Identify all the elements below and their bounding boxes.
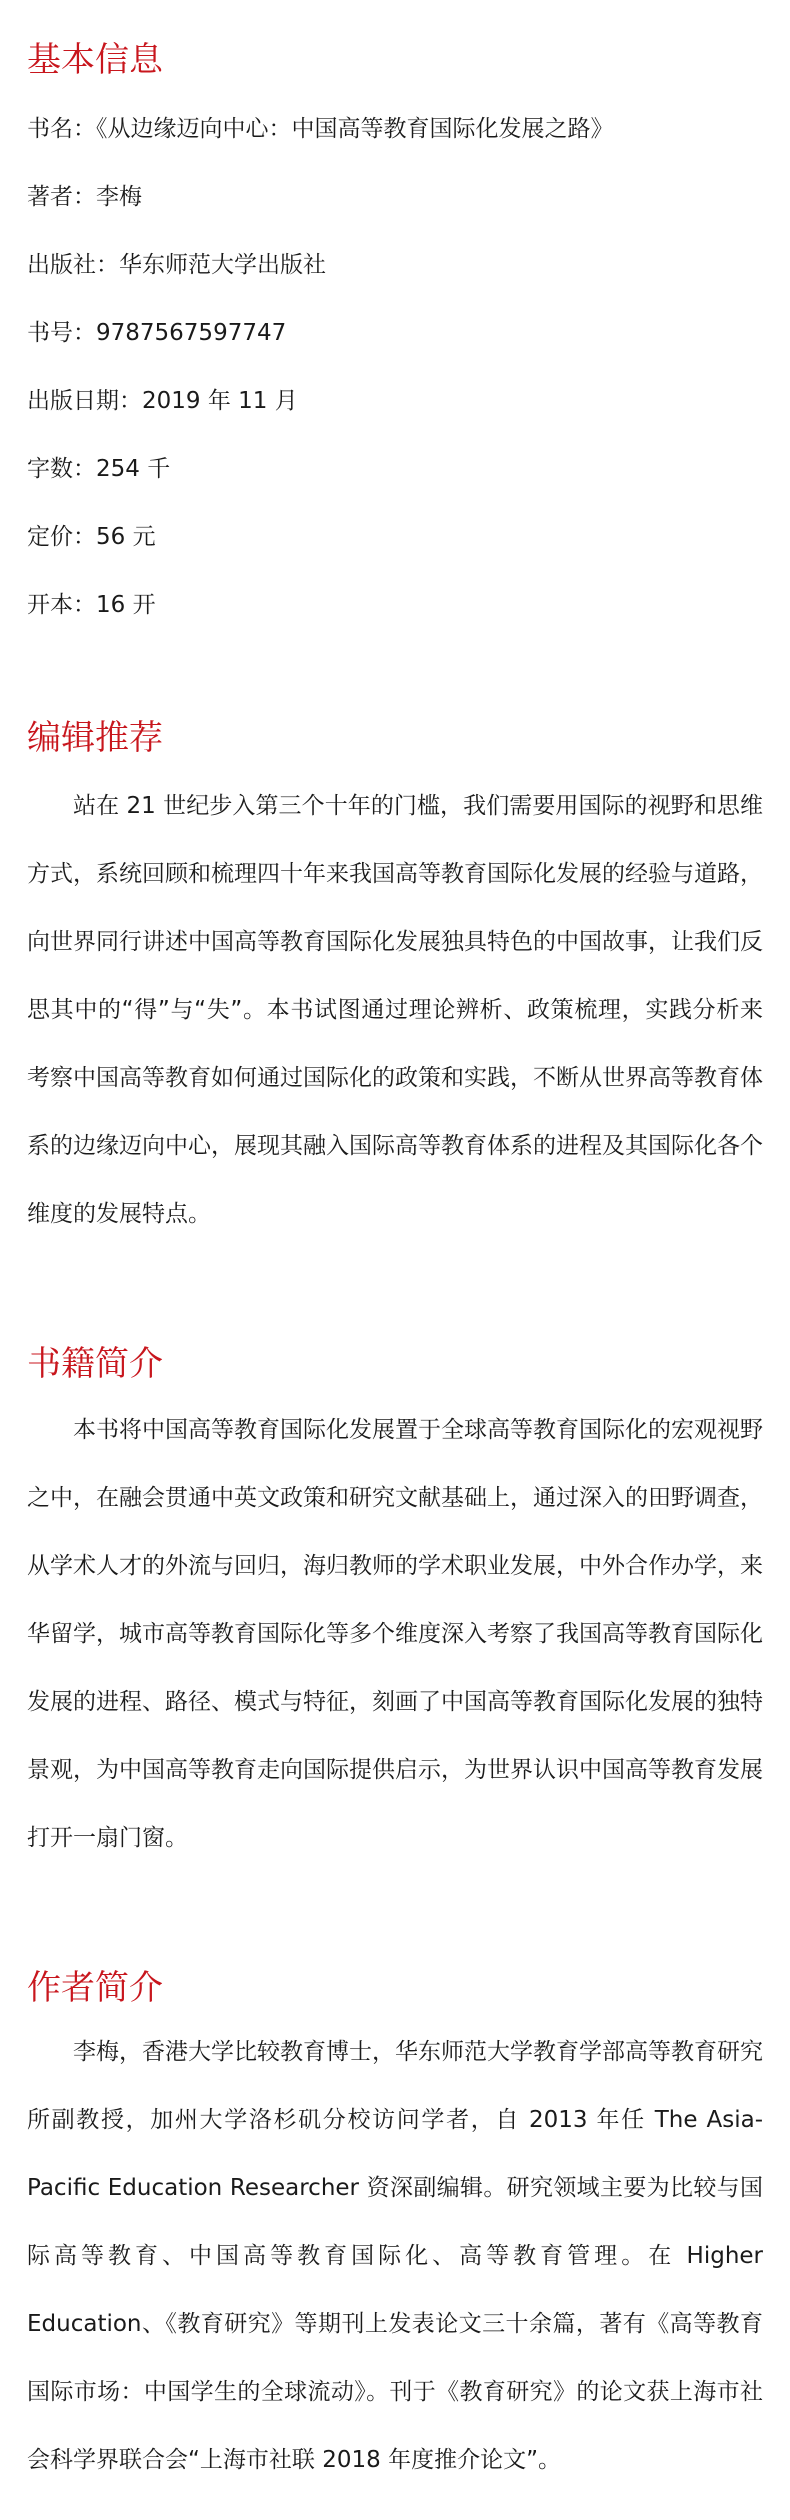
book-intro-heading: 书籍简介	[27, 1344, 163, 1384]
price-line: 定价：56 元	[27, 524, 156, 550]
format-line: 开本：16 开	[27, 592, 156, 618]
author-intro-heading: 作者简介	[27, 1968, 163, 2008]
publish-date-line: 出版日期：2019 年 11 月	[27, 388, 298, 414]
basic-info-list	[27, 112, 763, 622]
editor-recommendation-heading: 编辑推荐	[27, 718, 163, 758]
book-title-line: 书名：《从边缘迈向中心：中国高等教育国际化发展之路》	[27, 116, 614, 142]
publisher-line: 出版社：华东师范大学出版社	[27, 252, 326, 278]
editor-recommendation-text: 站在 21 世纪步入第三个十年的门槛，我们需要用国际的视野和思维方式，系统回顾和梳理四十年来我国高等教育国际化发展的经验与道路，向世界同行讲述中国高等教育国际化发展独具特色的中国故事，让我们反思其中的“得”与“失”。本书试图通过理论辨析、政策梳理，实践分析来考察中国高等教育如何通过国际化的政策和实践，不断从世界高等教育体系的边缘迈向中心，展现其融入国际高等教育体系的进程及其国际化各个维度的发展特点。	[27, 793, 763, 1227]
basic-info-heading: 基本信息	[27, 40, 163, 80]
book-detail-page	[0, 38, 790, 2494]
author-intro-text: 李梅，香港大学比较教育博士，华东师范大学教育学部高等教育研究所副教授，加州大学洛杉矶分校访问学者，自 2013 年任 The Asia-Pacific Education Researcher 资深副编辑。研究领域主要为比较与国际高等教育、中国高等教育国际化、高等教育管理。在 Higher Education、《教育研究》等期刊上发表论文三十余篇，著有《高等教育国际市场：中国学生的全球流动》。刊于《教育研究》的论文获上海市社会科学界联合会“上海市社联 2018 年度推介论文”。	[27, 2039, 763, 2473]
isbn-line: 书号：9787567597747	[27, 320, 287, 346]
author-line: 著者：李梅	[27, 184, 142, 210]
word-count-line: 字数：254 千	[27, 456, 171, 482]
book-intro-text: 本书将中国高等教育国际化发展置于全球高等教育国际化的宏观视野之中，在融会贯通中英文政策和研究文献基础上，通过深入的田野调查，从学术人才的外流与回归，海归教师的学术职业发展，中外合作办学，来华留学，城市高等教育国际化等多个维度深入考察了我国高等教育国际化发展的进程、路径、模式与特征，刻画了中国高等教育国际化发展的独特景观，为中国高等教育走向国际提供启示，为世界认识中国高等教育发展打开一扇门窗。	[27, 1417, 763, 1851]
